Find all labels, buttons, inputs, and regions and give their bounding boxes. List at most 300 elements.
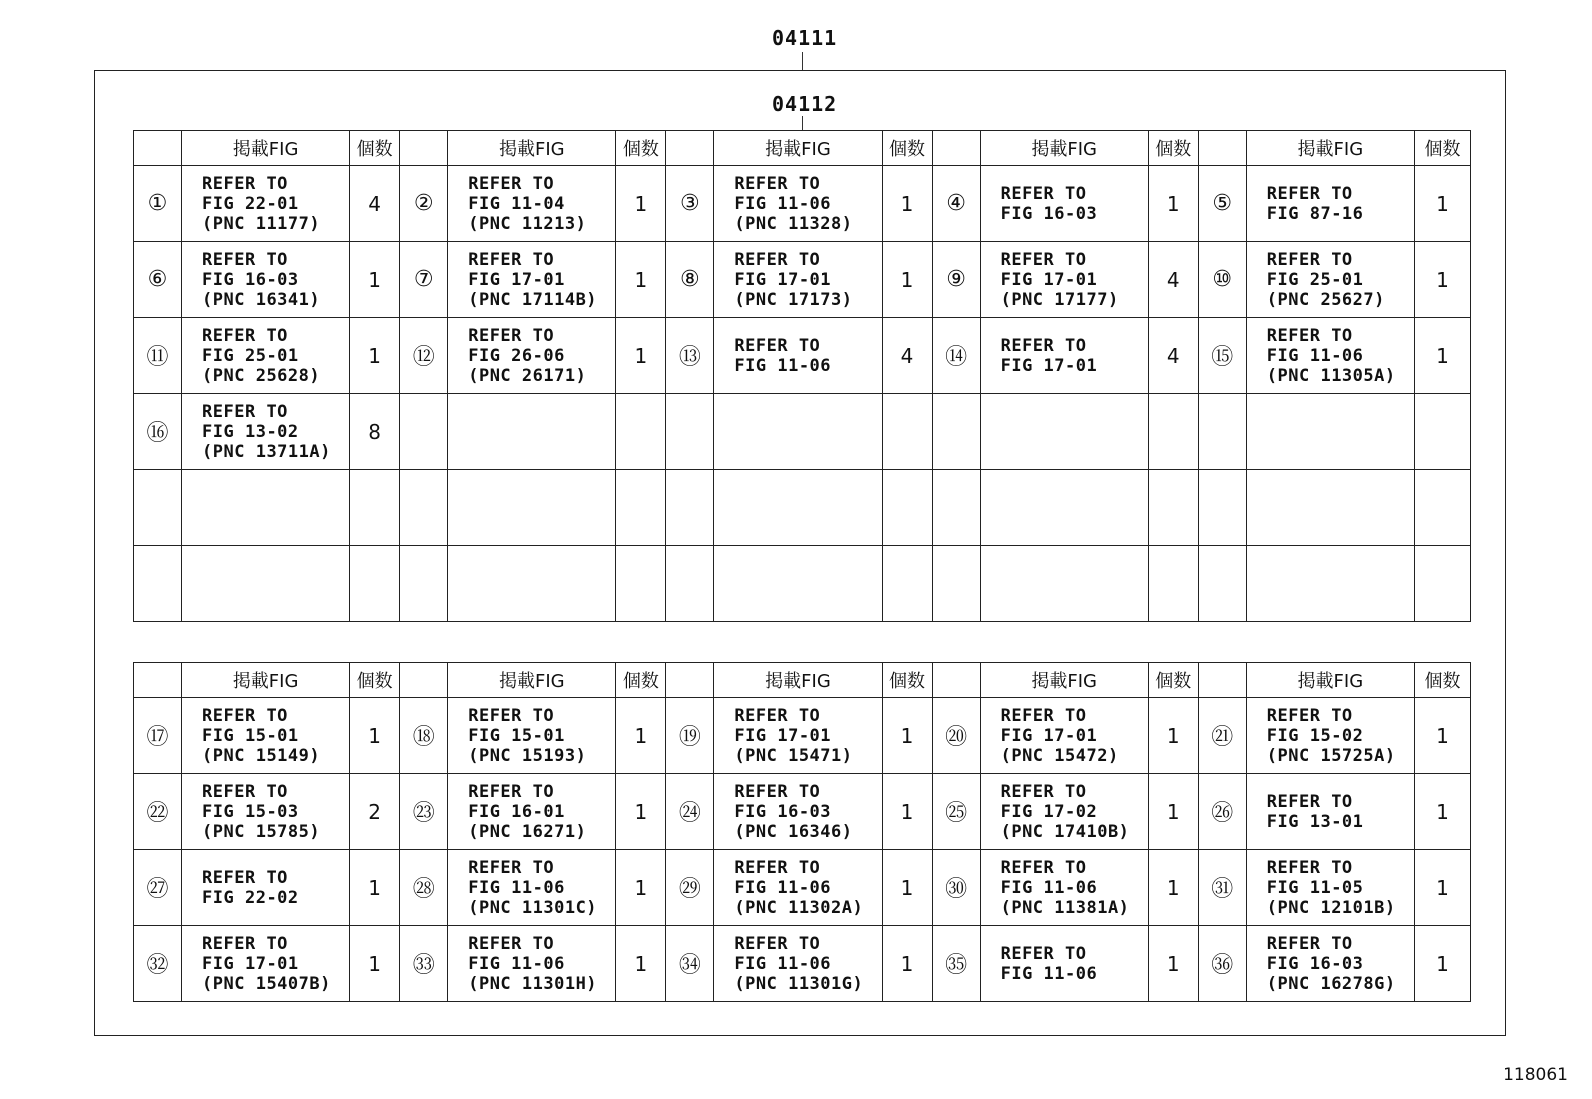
fig-reference (182, 394, 350, 470)
item-quantity (882, 470, 932, 546)
header-number-cell (134, 663, 182, 698)
item-number: ㉕ (932, 774, 980, 850)
reference-line: REFER TO (1000, 943, 1087, 964)
reference-line: REFER TO (468, 705, 555, 726)
item-number (666, 470, 714, 546)
fig-reference (980, 394, 1148, 470)
table-header-row (134, 131, 1471, 166)
table-row (134, 394, 1471, 470)
fig-reference (1246, 242, 1414, 318)
parts-table-1 (133, 130, 1471, 622)
reference-line: REFER TO (1266, 705, 1353, 726)
header-number-cell (1198, 663, 1246, 698)
reference-line: (PNC 11301G) (734, 973, 864, 994)
fig-reference (1246, 470, 1414, 546)
reference-line: REFER TO (468, 857, 555, 878)
item-quantity: 1 (882, 242, 932, 318)
parts-table-2 (133, 662, 1471, 1002)
fig-reference (714, 546, 882, 622)
reference-line: REFER TO (202, 933, 288, 954)
item-quantity: 1 (882, 166, 932, 242)
reference-line: FIG 17-02 (1000, 801, 1098, 822)
fig-reference (714, 470, 882, 546)
header-fig: 掲載FIG (1246, 663, 1414, 698)
table-header-row (134, 663, 1471, 698)
item-quantity: 1 (616, 318, 666, 394)
item-number: ㉗ (134, 850, 182, 926)
item-number: ⑧ (666, 242, 714, 318)
item-quantity (350, 470, 400, 546)
reference-line: REFER TO (1266, 857, 1353, 878)
fig-reference (182, 850, 350, 926)
reference-line: (PNC 11177) (202, 213, 321, 234)
item-quantity: 4 (882, 318, 932, 394)
reference-line: REFER TO (468, 325, 555, 346)
reference-line: FIG 15-03 (202, 801, 299, 822)
fig-reference (448, 242, 616, 318)
outer-leader-line (802, 52, 803, 70)
item-number: ④ (932, 166, 980, 242)
reference-line: REFER TO (202, 781, 288, 802)
item-number: ⑤ (1198, 166, 1246, 242)
fig-reference (980, 546, 1148, 622)
reference-line: (PNC 11213) (468, 213, 587, 234)
reference-line: (PNC 11302A) (734, 897, 864, 918)
header-qty: 個数 (1414, 131, 1470, 166)
table-row (134, 242, 1471, 318)
item-number: ⑩ (1198, 242, 1246, 318)
item-number: ⑦ (400, 242, 448, 318)
reference-line: REFER TO (202, 325, 288, 346)
fig-reference (980, 926, 1148, 1002)
reference-line: FIG 17-01 (202, 953, 299, 974)
item-number: ⑥ (134, 242, 182, 318)
reference-line: (PNC 13711A) (202, 441, 331, 462)
reference-line: FIG 87-16 (1266, 203, 1364, 224)
illustration-id: 118061 (1503, 1065, 1568, 1085)
table-row (134, 774, 1471, 850)
fig-reference (1246, 850, 1414, 926)
reference-line: REFER TO (468, 173, 555, 194)
item-quantity: 1 (616, 926, 666, 1002)
item-quantity: 1 (1414, 774, 1470, 850)
fig-reference (980, 850, 1148, 926)
fig-reference (182, 242, 350, 318)
item-quantity (1414, 546, 1470, 622)
reference-line: FIG 17-01 (1000, 269, 1098, 290)
item-number: ㉔ (666, 774, 714, 850)
item-number: ⑨ (932, 242, 980, 318)
reference-line: FIG 17-01 (734, 269, 832, 290)
item-quantity: 1 (1414, 242, 1470, 318)
item-quantity: 1 (882, 774, 932, 850)
reference-line: (PNC 17177) (1000, 289, 1119, 310)
reference-line: FIG 11-05 (1266, 877, 1364, 898)
item-number: ⑲ (666, 698, 714, 774)
fig-reference (182, 698, 350, 774)
item-quantity: 1 (1148, 166, 1198, 242)
item-number: ⑱ (400, 698, 448, 774)
table-row (134, 318, 1471, 394)
item-quantity (616, 546, 666, 622)
item-number: ㉒ (134, 774, 182, 850)
item-quantity: 1 (350, 242, 400, 318)
header-qty: 個数 (1148, 131, 1198, 166)
item-quantity: 1 (350, 318, 400, 394)
table-row (134, 470, 1471, 546)
item-number: ⑰ (134, 698, 182, 774)
reference-line: REFER TO (1000, 249, 1087, 270)
reference-line: REFER TO (468, 933, 555, 954)
reference-line: REFER TO (202, 705, 288, 726)
item-number (666, 546, 714, 622)
reference-line: (PNC 15193) (468, 745, 587, 766)
fig-reference (980, 242, 1148, 318)
reference-line: (PNC 11301H) (468, 973, 598, 994)
fig-reference (448, 394, 616, 470)
reference-line: (PNC 12101B) (1266, 897, 1396, 918)
table-row (134, 546, 1471, 622)
item-number (134, 546, 182, 622)
reference-line: REFER TO (202, 401, 288, 422)
item-quantity: 1 (1148, 774, 1198, 850)
item-number (400, 546, 448, 622)
reference-line: (PNC 26171) (468, 365, 587, 386)
fig-reference (980, 166, 1148, 242)
fig-reference (182, 546, 350, 622)
header-number-cell (666, 131, 714, 166)
item-number (932, 546, 980, 622)
reference-line: (PNC 15407B) (202, 973, 331, 994)
reference-line: (PNC 17114B) (468, 289, 598, 310)
item-quantity: 1 (1148, 850, 1198, 926)
reference-line: REFER TO (1266, 325, 1353, 346)
item-quantity: 1 (616, 698, 666, 774)
item-number: ㉙ (666, 850, 714, 926)
fig-reference (980, 774, 1148, 850)
header-fig: 掲載FIG (714, 131, 882, 166)
fig-reference (448, 166, 616, 242)
fig-reference (714, 926, 882, 1002)
table-row (134, 926, 1471, 1002)
item-number: ⑪ (134, 318, 182, 394)
item-quantity: 1 (882, 926, 932, 1002)
reference-line: FIG 22-02 (202, 887, 299, 908)
reference-line: FIG 13-02 (202, 421, 299, 442)
item-number (400, 394, 448, 470)
item-quantity (1148, 394, 1198, 470)
reference-line: FIG 22-01 (202, 193, 299, 214)
header-fig: 掲載FIG (1246, 131, 1414, 166)
header-qty: 個数 (882, 663, 932, 698)
header-fig: 掲載FIG (448, 663, 616, 698)
item-number: ㉛ (1198, 850, 1246, 926)
reference-line: REFER TO (734, 249, 821, 270)
item-number: ① (134, 166, 182, 242)
item-number: ⑮ (1198, 318, 1246, 394)
fig-reference (1246, 318, 1414, 394)
reference-line: (PNC 15149) (202, 745, 321, 766)
item-number: ㉜ (134, 926, 182, 1002)
item-quantity: 1 (1148, 926, 1198, 1002)
reference-line: (PNC 11305A) (1266, 365, 1396, 386)
item-number (932, 394, 980, 470)
reference-line: FIG 17-01 (1000, 355, 1098, 376)
item-quantity: 1 (1414, 318, 1470, 394)
reference-line: FIG 13-01 (1266, 811, 1364, 832)
fig-reference (714, 166, 882, 242)
fig-reference (448, 470, 616, 546)
item-quantity (1148, 546, 1198, 622)
reference-line: FIG 11-06 (468, 877, 565, 898)
reference-line: FIG 25-01 (202, 345, 299, 366)
fig-reference (182, 926, 350, 1002)
header-fig: 掲載FIG (182, 663, 350, 698)
reference-line: REFER TO (1266, 791, 1353, 812)
reference-line: FIG 16-03 (734, 801, 832, 822)
reference-line: REFER TO (1000, 781, 1087, 802)
reference-line: FIG 25-01 (1266, 269, 1364, 290)
header-qty: 個数 (882, 131, 932, 166)
item-number: ㉑ (1198, 698, 1246, 774)
fig-reference (182, 774, 350, 850)
reference-line: (PNC 11301C) (468, 897, 598, 918)
item-number: ㉞ (666, 926, 714, 1002)
item-quantity: 1 (350, 698, 400, 774)
reference-line: FIG 17-01 (734, 725, 832, 746)
item-quantity: 1 (1414, 166, 1470, 242)
table-row (134, 166, 1471, 242)
reference-line: REFER TO (1000, 705, 1087, 726)
fig-reference (714, 774, 882, 850)
fig-reference (182, 470, 350, 546)
reference-line: FIG 11-04 (468, 193, 565, 214)
reference-line: REFER TO (734, 857, 821, 878)
reference-line: FIG 16-03 (1000, 203, 1098, 224)
reference-line: REFER TO (202, 867, 288, 888)
item-quantity: 1 (1414, 850, 1470, 926)
item-quantity: 2 (350, 774, 400, 850)
reference-line: (PNC 11328) (734, 213, 853, 234)
item-quantity: 1 (882, 850, 932, 926)
inner-leader-line (802, 116, 803, 130)
reference-line: REFER TO (468, 781, 555, 802)
reference-line: FIG 11-06 (734, 355, 832, 376)
reference-line: (PNC 16278G) (1266, 973, 1396, 994)
fig-reference (1246, 394, 1414, 470)
header-fig: 掲載FIG (980, 131, 1148, 166)
header-qty: 個数 (616, 131, 666, 166)
reference-line: REFER TO (734, 933, 821, 954)
outer-assembly-label: 04111 (772, 26, 838, 50)
reference-line: FIG 11-06 (734, 877, 832, 898)
item-number: ⑫ (400, 318, 448, 394)
header-number-cell (400, 663, 448, 698)
reference-line: FIG 17-01 (468, 269, 565, 290)
fig-reference (448, 850, 616, 926)
header-qty: 個数 (350, 663, 400, 698)
reference-line: FIG 17-01 (1000, 725, 1098, 746)
item-number: ㉟ (932, 926, 980, 1002)
item-number: ㉚ (932, 850, 980, 926)
item-number (1198, 546, 1246, 622)
header-qty: 個数 (1414, 663, 1470, 698)
reference-line: (PNC 16271) (468, 821, 587, 842)
table-row (134, 698, 1471, 774)
item-quantity: 1 (616, 774, 666, 850)
reference-line: FIG 15-01 (468, 725, 565, 746)
reference-line: FIG 11-06 (468, 953, 565, 974)
item-quantity (1414, 394, 1470, 470)
reference-line: FIG 15-01 (202, 725, 299, 746)
item-number (666, 394, 714, 470)
item-number: ㉖ (1198, 774, 1246, 850)
header-fig: 掲載FIG (980, 663, 1148, 698)
item-quantity: 4 (350, 166, 400, 242)
reference-line: REFER TO (734, 705, 821, 726)
item-number: ③ (666, 166, 714, 242)
item-quantity: 1 (616, 242, 666, 318)
header-qty: 個数 (1148, 663, 1198, 698)
fig-reference (714, 698, 882, 774)
inner-assembly-label: 04112 (772, 92, 838, 116)
item-number (400, 470, 448, 546)
reference-line: REFER TO (1266, 249, 1353, 270)
header-number-cell (134, 131, 182, 166)
reference-line: REFER TO (1000, 335, 1087, 356)
fig-reference (714, 394, 882, 470)
fig-reference (182, 166, 350, 242)
reference-line: (PNC 17410B) (1000, 821, 1130, 842)
reference-line: REFER TO (1266, 933, 1353, 954)
reference-line: (PNC 16341) (202, 289, 321, 310)
reference-line: (PNC 11381A) (1000, 897, 1130, 918)
header-fig: 掲載FIG (714, 663, 882, 698)
item-quantity: 1 (1148, 698, 1198, 774)
item-quantity: 1 (616, 850, 666, 926)
item-number: ⑯ (134, 394, 182, 470)
header-qty: 個数 (616, 663, 666, 698)
header-fig: 掲載FIG (182, 131, 350, 166)
reference-line: REFER TO (202, 249, 288, 270)
fig-reference (1246, 926, 1414, 1002)
reference-line: (PNC 17173) (734, 289, 853, 310)
reference-line: (PNC 25627) (1266, 289, 1385, 310)
reference-line: FIG 15-02 (1266, 725, 1364, 746)
reference-line: (PNC 15785) (202, 821, 321, 842)
header-fig: 掲載FIG (448, 131, 616, 166)
item-quantity: 1 (350, 850, 400, 926)
fig-reference (448, 774, 616, 850)
table-row (134, 850, 1471, 926)
reference-line: FIG 16-03 (1266, 953, 1364, 974)
item-quantity: 1 (1414, 926, 1470, 1002)
item-quantity (1148, 470, 1198, 546)
header-number-cell (1198, 131, 1246, 166)
header-number-cell (666, 663, 714, 698)
item-quantity (616, 394, 666, 470)
reference-line: REFER TO (734, 173, 821, 194)
reference-line: FIG 16-01 (468, 801, 565, 822)
fig-reference (714, 242, 882, 318)
reference-line: FIG 11-06 (734, 953, 832, 974)
item-number (134, 470, 182, 546)
header-number-cell (932, 663, 980, 698)
fig-reference (1246, 166, 1414, 242)
reference-line: REFER TO (202, 173, 288, 194)
fig-reference (182, 318, 350, 394)
reference-line: (PNC 15471) (734, 745, 853, 766)
reference-line: (PNC 15725A) (1266, 745, 1396, 766)
item-number: ㉝ (400, 926, 448, 1002)
item-quantity: 1 (1414, 698, 1470, 774)
item-number: ㊱ (1198, 926, 1246, 1002)
fig-reference (448, 926, 616, 1002)
header-number-cell (400, 131, 448, 166)
reference-line: REFER TO (1000, 183, 1087, 204)
item-quantity (1414, 470, 1470, 546)
fig-reference (1246, 546, 1414, 622)
reference-line: REFER TO (734, 335, 821, 356)
reference-line: FIG 16-03 (202, 269, 299, 290)
fig-reference (980, 698, 1148, 774)
reference-line: (PNC 25628) (202, 365, 321, 386)
item-number: ② (400, 166, 448, 242)
fig-reference (714, 850, 882, 926)
reference-line: (PNC 16346) (734, 821, 853, 842)
header-number-cell (932, 131, 980, 166)
item-quantity: 1 (882, 698, 932, 774)
item-number (932, 470, 980, 546)
reference-line: FIG 26-06 (468, 345, 565, 366)
reference-line: REFER TO (1266, 183, 1353, 204)
item-number (1198, 470, 1246, 546)
fig-reference (448, 318, 616, 394)
item-quantity: 1 (350, 926, 400, 1002)
reference-line: FIG 11-06 (734, 193, 832, 214)
item-number: ⑭ (932, 318, 980, 394)
reference-line: FIG 11-06 (1000, 963, 1098, 984)
reference-line: (PNC 15472) (1000, 745, 1119, 766)
item-quantity: 4 (1148, 318, 1198, 394)
item-number (1198, 394, 1246, 470)
fig-reference (448, 546, 616, 622)
fig-reference (980, 470, 1148, 546)
item-quantity (882, 546, 932, 622)
fig-reference (1246, 698, 1414, 774)
item-quantity: 4 (1148, 242, 1198, 318)
item-quantity (616, 470, 666, 546)
item-quantity: 8 (350, 394, 400, 470)
item-quantity (350, 546, 400, 622)
item-number: ⑬ (666, 318, 714, 394)
fig-reference (448, 698, 616, 774)
item-number: ⑳ (932, 698, 980, 774)
reference-line: FIG 11-06 (1000, 877, 1098, 898)
item-quantity (882, 394, 932, 470)
item-quantity: 1 (616, 166, 666, 242)
fig-reference (980, 318, 1148, 394)
header-qty: 個数 (350, 131, 400, 166)
reference-line: REFER TO (734, 781, 821, 802)
item-number: ㉓ (400, 774, 448, 850)
reference-line: REFER TO (1000, 857, 1087, 878)
item-number: ㉘ (400, 850, 448, 926)
reference-line: FIG 11-06 (1266, 345, 1364, 366)
reference-line: REFER TO (468, 249, 555, 270)
fig-reference (714, 318, 882, 394)
fig-reference (1246, 774, 1414, 850)
